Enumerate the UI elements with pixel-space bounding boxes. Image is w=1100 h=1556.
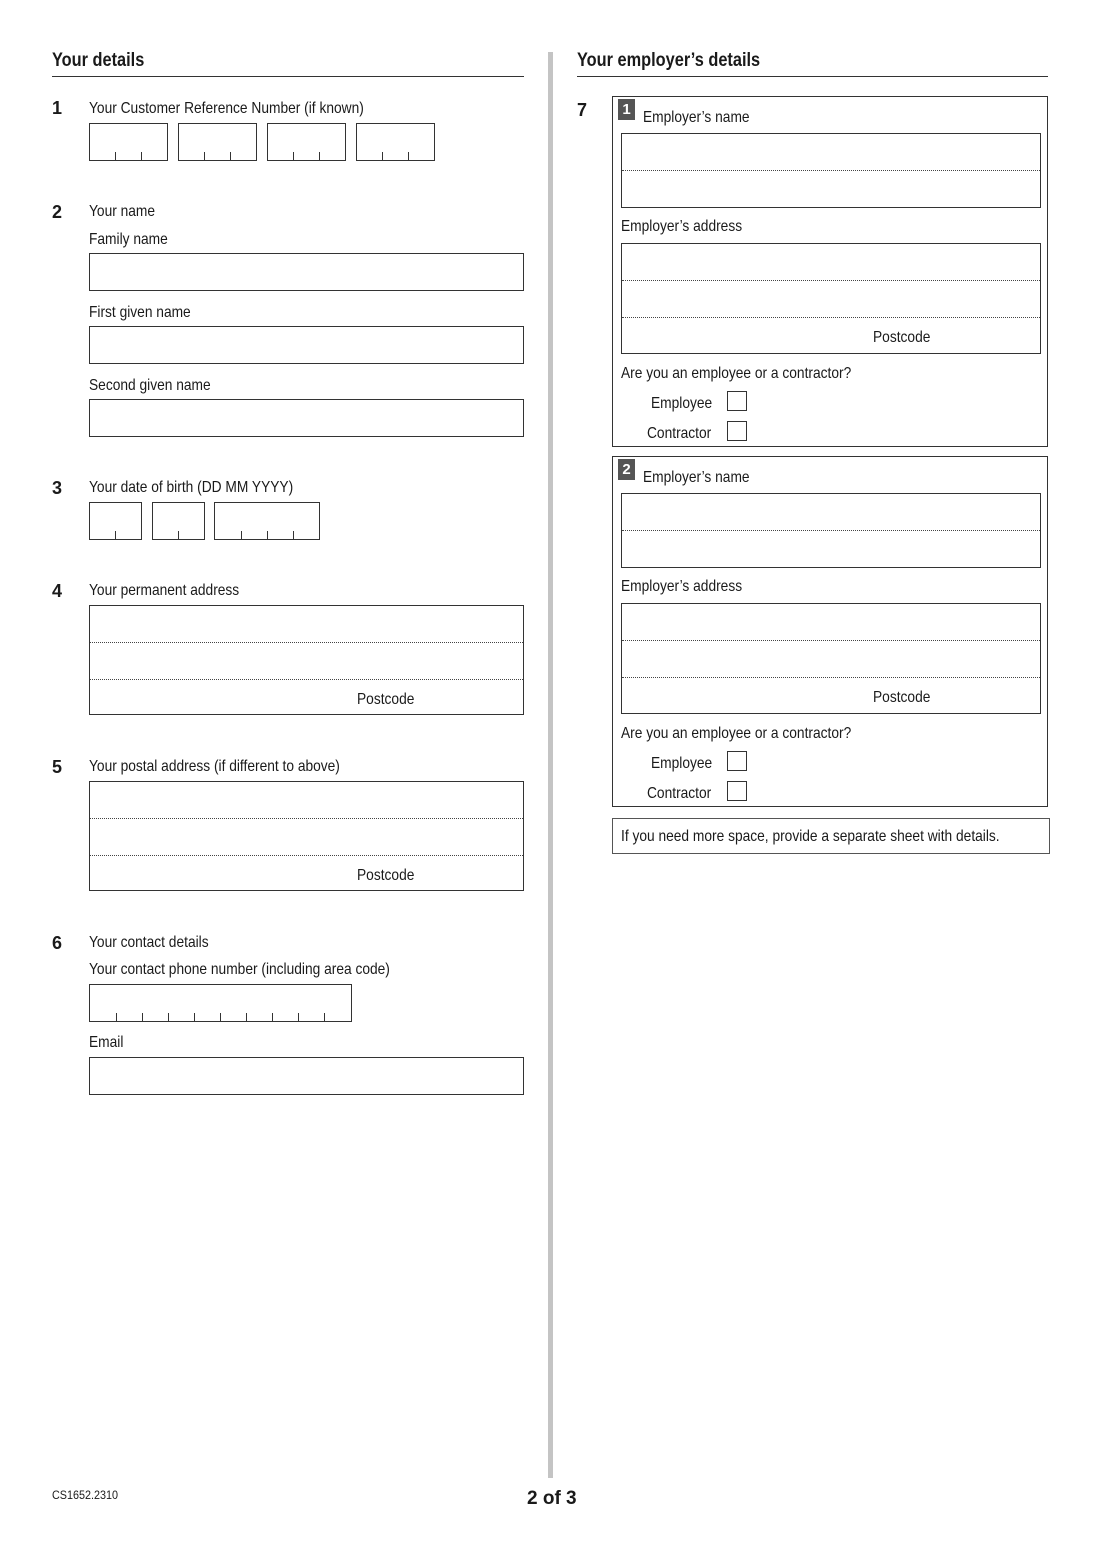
question-number-3: 3	[52, 478, 63, 498]
permanent-address-input[interactable]	[89, 605, 524, 715]
dob-month-field[interactable]	[152, 502, 205, 540]
employer-2-employee-label: Employee	[651, 755, 713, 772]
crn-field-1[interactable]	[89, 123, 168, 161]
first-given-name-label: First given name	[89, 304, 191, 321]
postal-postcode-label: Postcode	[357, 867, 415, 884]
dob-label: Your date of birth (DD MM YYYY)	[89, 479, 294, 496]
more-space-note	[612, 818, 1050, 854]
employer-2-type-question: Are you an employee or a contractor?	[621, 725, 852, 742]
second-given-name-label: Second given name	[89, 377, 211, 394]
second-given-name-input[interactable]	[89, 399, 524, 437]
employer-2-postcode-label: Postcode	[873, 689, 931, 706]
postal-address-input[interactable]	[89, 781, 524, 891]
section-heading-your-details: Your details	[52, 50, 145, 71]
crn-field-3[interactable]	[267, 123, 346, 161]
employer-2-employee-checkbox[interactable]	[727, 751, 747, 771]
email-label: Email	[89, 1034, 124, 1051]
employer-block-1	[612, 96, 1048, 447]
family-name-label: Family name	[89, 231, 168, 248]
employer-2-contractor-checkbox[interactable]	[727, 781, 747, 801]
question-number-7: 7	[577, 100, 588, 120]
contact-details-label: Your contact details	[89, 934, 209, 951]
page-number: 2 of 3	[527, 1488, 577, 1509]
employer-1-name-label: Employer’s name	[643, 109, 750, 126]
question-number-6: 6	[52, 933, 63, 953]
email-input[interactable]	[89, 1057, 524, 1095]
phone-label: Your contact phone number (including area code)	[89, 961, 390, 978]
name-label: Your name	[89, 203, 156, 220]
employer-1-address-input[interactable]	[621, 243, 1041, 354]
question-number-2: 2	[52, 202, 63, 222]
employer-1-employee-label: Employee	[651, 395, 713, 412]
question-number-4: 4	[52, 581, 63, 601]
employer-2-name-label: Employer’s name	[643, 469, 750, 486]
first-given-name-input[interactable]	[89, 326, 524, 364]
crn-field-4[interactable]	[356, 123, 435, 161]
employer-badge-1: 1	[618, 99, 635, 120]
question-number-1: 1	[52, 98, 63, 118]
more-space-note-text: If you need more space, provide a separate sheet with details.	[621, 828, 1000, 845]
employer-1-contractor-label: Contractor	[647, 425, 712, 442]
question-number-5: 5	[52, 757, 63, 777]
heading-rule	[52, 76, 524, 77]
employer-block-2	[612, 456, 1048, 807]
dob-year-field[interactable]	[214, 502, 320, 540]
section-heading-employer-details: Your employer’s details	[577, 50, 761, 71]
heading-rule-right	[577, 76, 1048, 77]
employer-1-postcode-label: Postcode	[873, 329, 931, 346]
phone-input[interactable]	[89, 984, 352, 1022]
permanent-address-label: Your permanent address	[89, 582, 240, 599]
employer-1-employee-checkbox[interactable]	[727, 391, 747, 411]
family-name-input[interactable]	[89, 253, 524, 291]
column-divider	[548, 52, 553, 1478]
postal-address-label: Your postal address (if different to above)	[89, 758, 340, 775]
crn-label: Your Customer Reference Number (if known)	[89, 100, 364, 117]
employer-2-address-input[interactable]	[621, 603, 1041, 714]
employer-badge-2: 2	[618, 459, 635, 480]
employer-1-name-input[interactable]	[621, 133, 1041, 208]
employer-2-contractor-label: Contractor	[647, 785, 712, 802]
employer-2-name-input[interactable]	[621, 493, 1041, 568]
form-code: CS1652.2310	[52, 1488, 119, 1502]
employer-2-address-label: Employer’s address	[621, 578, 743, 595]
permanent-postcode-label: Postcode	[357, 691, 415, 708]
employer-1-contractor-checkbox[interactable]	[727, 421, 747, 441]
employer-1-address-label: Employer’s address	[621, 218, 743, 235]
crn-field-2[interactable]	[178, 123, 257, 161]
dob-day-field[interactable]	[89, 502, 142, 540]
employer-1-type-question: Are you an employee or a contractor?	[621, 365, 852, 382]
